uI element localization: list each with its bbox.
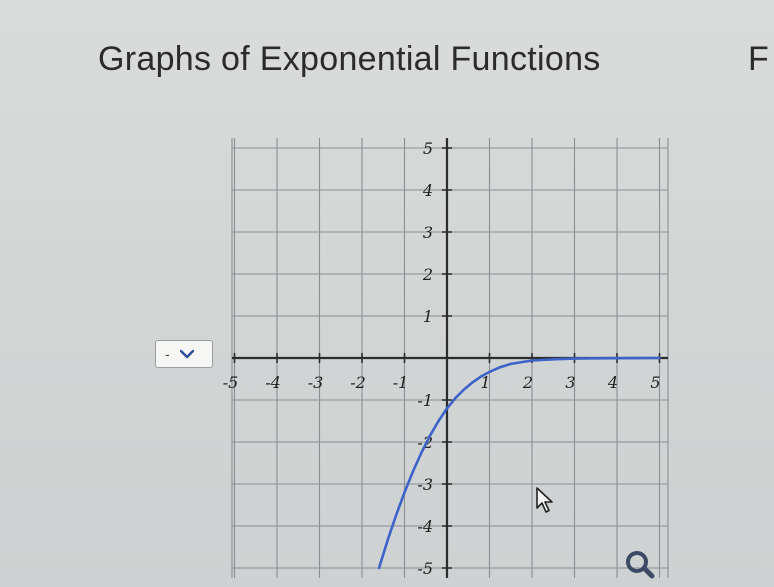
x-tick-label: 3 [565,373,576,392]
y-tick-label: 4 [422,181,433,200]
y-tick-label: -2 [417,433,433,452]
y-tick-label: 2 [422,265,433,284]
x-tick-label: 4 [607,373,619,392]
x-tick-label: -3 [307,373,324,392]
page-title-cutoff: F [748,40,769,78]
y-tick-label: -1 [417,391,433,410]
y-tick-label: 3 [422,223,433,242]
x-tick-label: -4 [265,373,281,392]
x-tick-label: -2 [350,373,366,392]
y-tick-label: -3 [417,475,433,494]
dropdown-selected-value: - [165,346,170,362]
mouse-cursor-icon [535,486,557,514]
y-tick-label: 1 [422,307,433,326]
y-tick-label: 5 [422,139,433,158]
y-tick-label: -4 [417,517,433,536]
x-tick-label: 1 [480,373,491,392]
y-tick-label: -5 [417,559,433,578]
zoom-icon[interactable] [622,546,664,580]
x-tick-label: -5 [222,373,239,392]
x-tick-label: 2 [522,373,534,392]
x-tick-label: 5 [650,373,661,392]
page-title: Graphs of Exponential Functions [98,40,601,78]
x-tick-label: -1 [392,373,409,392]
